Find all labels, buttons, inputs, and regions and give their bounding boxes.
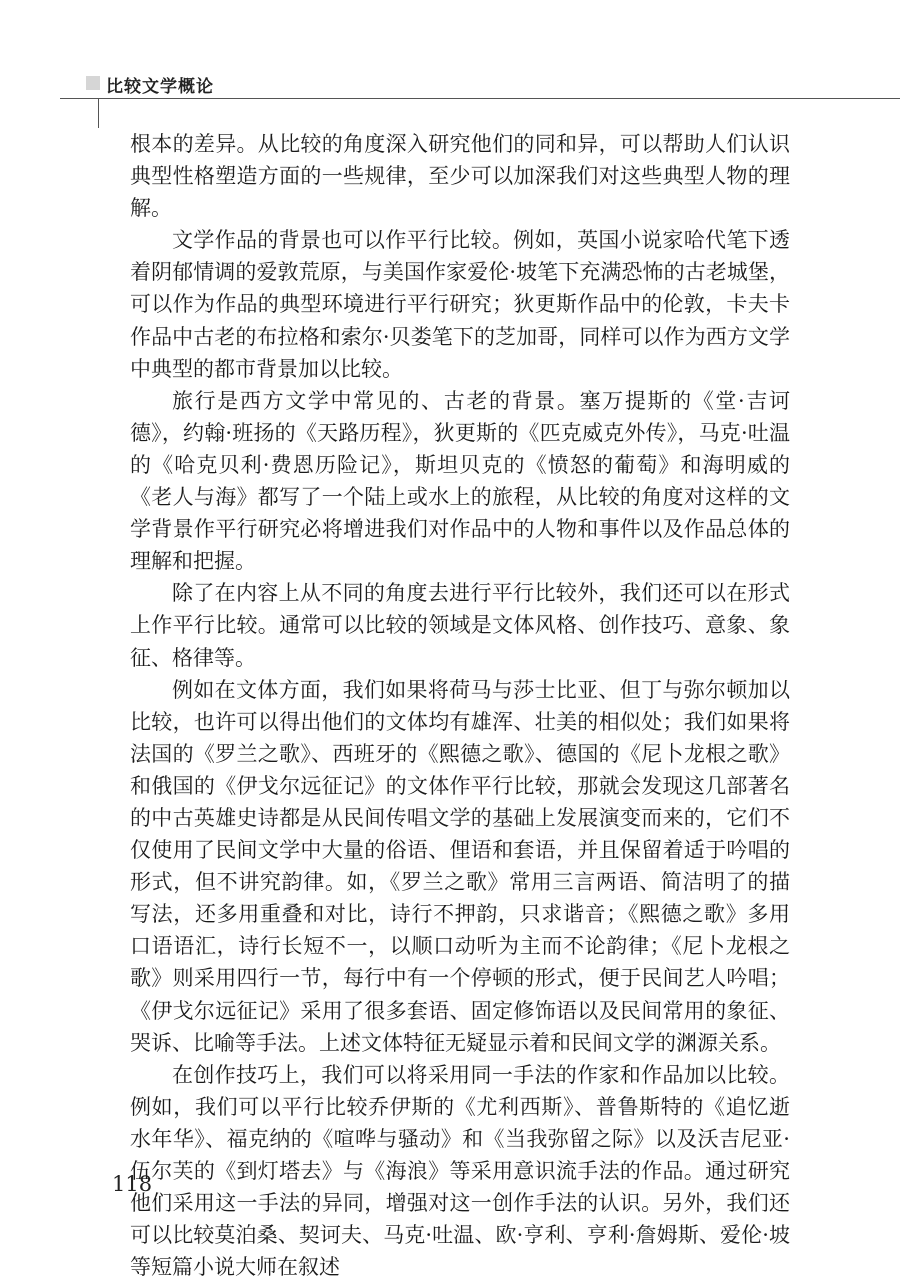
paragraph: 在创作技巧上，我们可以将采用同一手法的作家和作品加以比较。例如，我们可以平行比较乔伊斯的《尤利西斯》、普鲁斯特的《追忆逝水年华》、福克纳的《喧哗与骚动》和《当我弥留之际》以及沃吉尼亚·伍尔芙的《到灯塔去》与《海浪》等采用意识流手法的作品。通过研究他们采用这一手法的异同，增强对这一创作手法的认识。另外，我们还可以比较莫泊桑、契诃夫、马克·吐温、欧·亨利、亨利·詹姆斯、爱伦·坡等短篇小说大师在叙述 [130,1062,790,1280]
page-number: 118 [112,1172,153,1196]
running-head [60,70,900,100]
paragraph: 除了在内容上从不同的角度去进行平行比较外，我们还可以在形式上作平行比较。通常可以比较的领域是文体风格、创作技巧、意象、象征、格律等。 [130,581,790,670]
paragraph: 旅行是西方文学中常见的、古老的背景。塞万提斯的《堂·吉诃德》，约翰·班扬的《天路历程》，狄更斯的《匹克威克外传》，马克·吐温的《哈克贝利·费恩历险记》，斯坦贝克的《愤怒的葡萄》和海明威的《老人与海》都写了一个陆上或水上的旅程，从比较的角度对这样的文学背景作平行研究必将增进我们对作品中的人物和事件以及作品总体的理解和把握。 [130,388,790,574]
header-rule [60,98,900,99]
paragraph: 文学作品的背景也可以作平行比较。例如，英国小说家哈代笔下透着阴郁情调的爱敦荒原，与美国作家爱伦·坡笔下充满恐怖的古老城堡，可以作为作品的典型环境进行平行研究；狄更斯作品中的伦敦，卡夫卡作品中古老的布拉格和索尔·贝娄笔下的芝加哥，同样可以作为西方文学中典型的都市背景加以比较。 [130,228,790,381]
body-text [130,128,790,1283]
header-marker [86,76,100,90]
header-vertical-rule [98,98,99,128]
paragraph: 根本的差异。从比较的角度深入研究他们的同和异，可以帮助人们认识典型性格塑造方面的一些规律，至少可以加深我们对这些典型人物的理解。 [130,132,790,221]
running-title: 比较文学概论 [106,77,214,97]
paragraph: 例如在文体方面，我们如果将荷马与莎士比亚、但丁与弥尔顿加以比较，也许可以得出他们的文体均有雄浑、壮美的相似处；我们如果将法国的《罗兰之歌》、西班牙的《熙德之歌》、德国的《尼卜龙根之歌》和俄国的《伊戈尔远征记》的文体作平行比较，那就会发现这几部著名的中古英雄史诗都是从民间传唱文学的基础上发展演变而来的，它们不仅使用了民间文学中大量的俗语、俚语和套语，并且保留着适于吟唱的形式，但不讲究韵律。如，《罗兰之歌》常用三言两语、简洁明了的描写法，还多用重叠和对比，诗行不押韵，只求谐音；《熙德之歌》多用口语语汇，诗行长短不一，以顺口动听为主而不论韵律；《尼卜龙根之歌》则采用四行一节，每行中有一个停顿的形式，便于民间艺人吟唱；《伊戈尔远征记》采用了很多套语、固定修饰语以及民间常用的象征、哭诉、比喻等手法。上述文体特征无疑显示着和民间文学的渊源关系。 [130,677,790,1055]
